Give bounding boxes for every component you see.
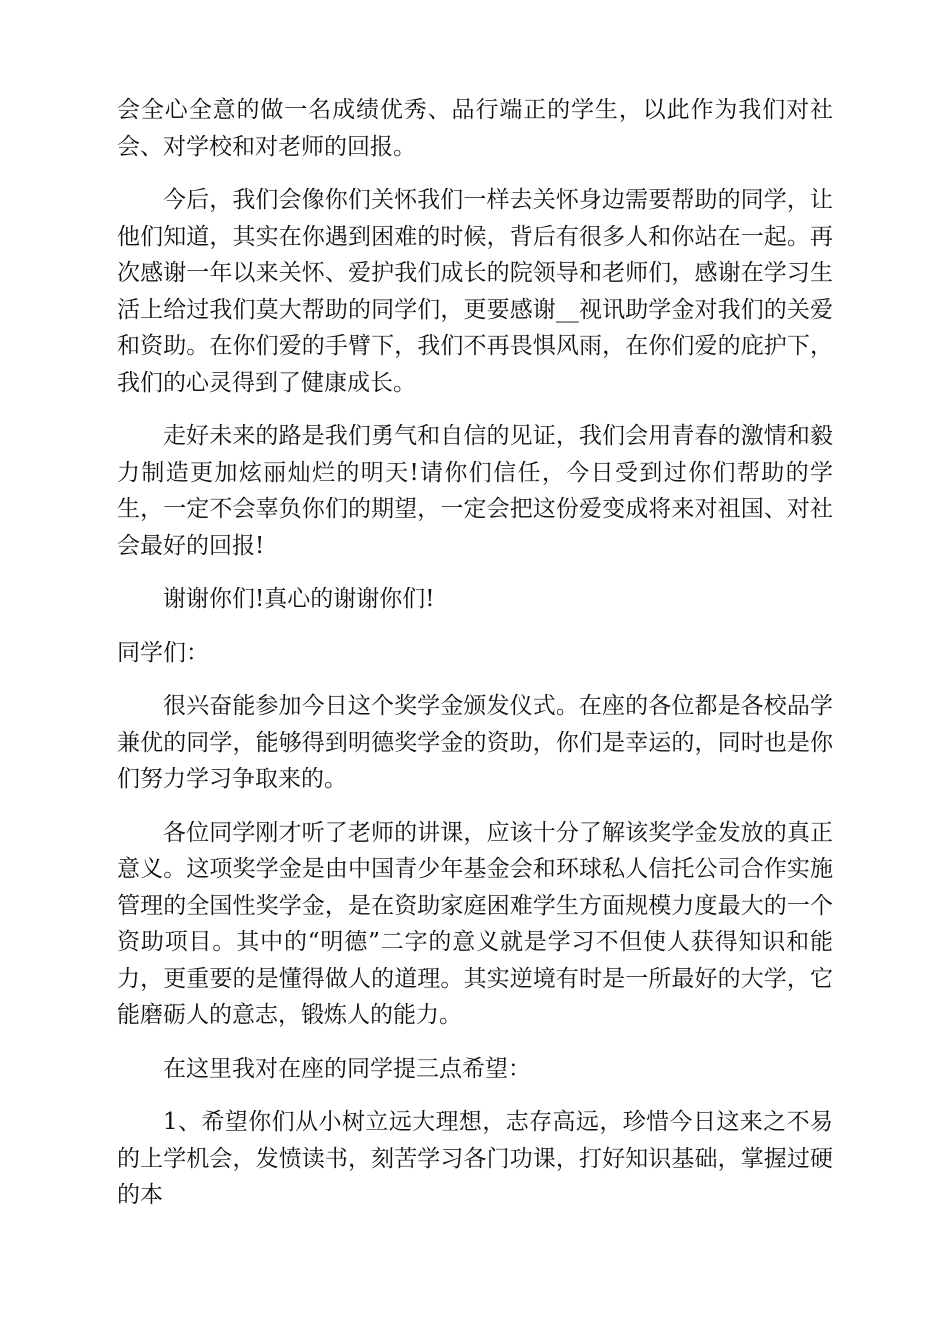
paragraph-5: 同学们：	[117, 639, 209, 666]
document-page	[117, 92, 833, 1231]
paragraph-1: 会全心全意的做一名成绩优秀、品行端正的学生，以此作为我们对社会、对学校和对老师的回报。	[117, 97, 833, 160]
paragraph-3: 走好未来的路是我们勇气和自信的见证，我们会用青春的激情和毅力制造更加炫丽灿烂的明天!请你们信任，今日受到过你们帮助的学生，一定不会辜负你们的期望，一定会把这份爱变成将来对祖国、对社会最好的回报!	[117, 423, 833, 559]
paragraph-7: 各位同学刚才听了老师的讲课，应该十分了解该奖学金发放的真正意义。这项奖学金是由中国青少年基金会和环球私人信托公司合作实施管理的全国性奖学金，是在资助家庭困难学生方面规模力度最大的一个资助项目。其中的“明德”二字的意义就是学习不但使人获得知识和能力，更重要的是懂得做人的道理。其实逆境有时是一所最好的大学，它能磨砺人的意志，锻炼人的能力。	[117, 819, 833, 1028]
paragraph-4: 谢谢你们!真心的谢谢你们!	[163, 586, 435, 612]
paragraph-9: 1、希望你们从小树立远大理想，志存高远，珍惜今日这来之不易的上学机会，发愤读书，刻苦学习各门功课，打好知识基础，掌握过硬的本	[117, 1109, 833, 1208]
paragraph-6: 很兴奋能参加今日这个奖学金颁发仪式。在座的各位都是各校品学兼优的同学，能够得到明德奖学金的资助，你们是幸运的，同时也是你们努力学习争取来的。	[117, 693, 833, 792]
paragraph-8: 在这里我对在座的同学提三点希望：	[163, 1055, 531, 1082]
paragraph-2: 今后，我们会像你们关怀我们一样去关怀身边需要帮助的同学，让他们知道，其实在你遇到困难的时候，背后有很多人和你站在一起。再次感谢一年以来关怀、爱护我们成长的院领导和老师们，感谢在学习生活上给过我们莫大帮助的同学们，更要感谢__视讯助学金对我们的关爱和资助。在你们爱的手臂下，我们不再畏惧风雨，在你们爱的庇护下，我们的心灵得到了健康成长。	[117, 187, 833, 396]
